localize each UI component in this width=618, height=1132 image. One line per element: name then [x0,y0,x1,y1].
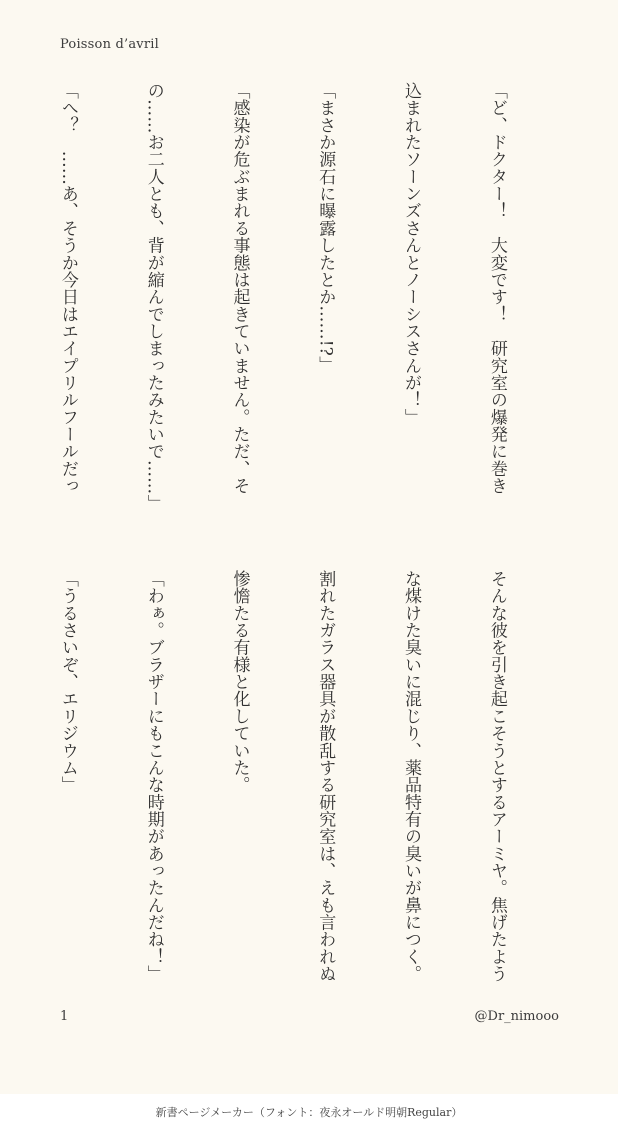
text-line: 割れたガラス器具が散乱する研究室は、えも言われぬ [315,570,336,983]
generator-credit: 新書ページメーカー（フォント：夜永オールド明朝Regular） [155,1106,463,1119]
text-line: 「ど、ドクター！ 大変です！ 研究室の爆発に巻き [486,82,507,495]
text-line: そんな彼を引き起こそうとするアーミヤ。焦げたよう [486,570,507,983]
text-line: 「まさか源石に曝露したとか……!?」 [315,82,336,374]
text-line: 「感染が危ぶまれる事態は起きていません。ただ、そ [229,82,250,495]
text-line: 「へ？ ……あ、そうか今日はエイプリルフールだっ [57,82,78,495]
author-handle: @Dr_nimooo [474,1009,559,1024]
text-block-upper [48,82,568,522]
text-line: の……お二人とも、背が縮んでしまったみたいで……」 [143,82,164,512]
text-line: 惨憺たる有様と化していた。 [229,570,250,794]
page-number: 1 [60,1009,69,1024]
text-line: な煤けた臭いに混じり、薬品特有の臭いが鼻につく。 [401,570,422,983]
text-line: 「わぁ。ブラザーにもこんな時期があったんだね！」 [143,570,164,983]
document-title: Poisson d’avril [60,37,159,52]
text-line: 込まれたソーンズさんとノーシスさんが！」 [401,82,422,426]
text-block-lower [48,570,568,1010]
text-line: 「うるさいぞ、エリジウム」 [57,570,78,794]
